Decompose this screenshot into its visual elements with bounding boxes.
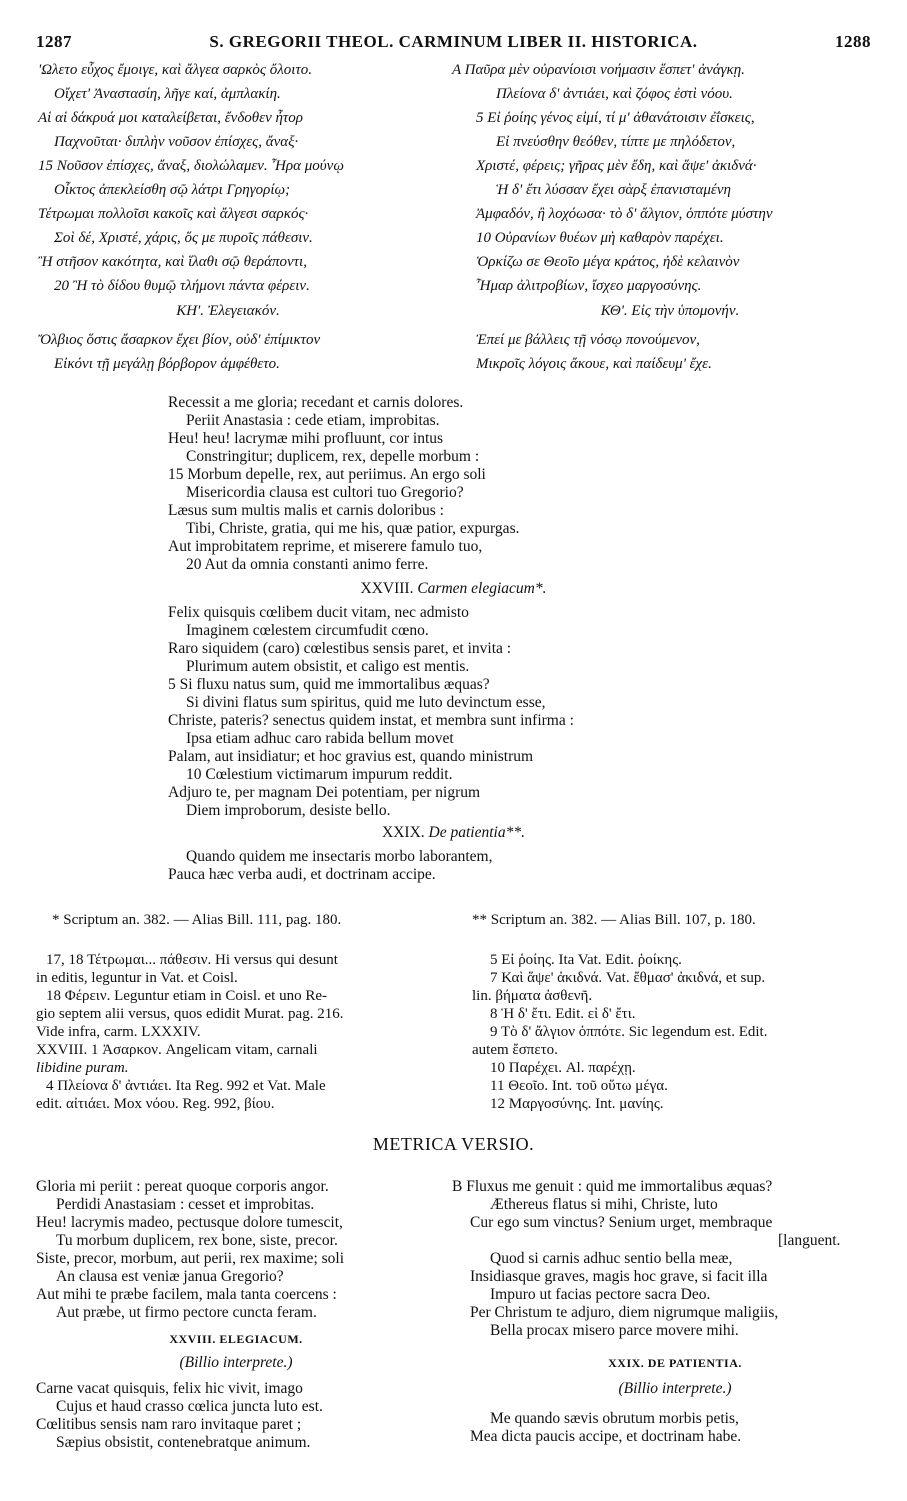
note-left: Vide infra, carm. LXXXIV. xyxy=(36,1024,201,1040)
metrica-right-line: Mea dicta paucis accipe, et doctrinam habe. xyxy=(470,1428,742,1445)
greek-right-line: Ἡ δ' ἔτι λύσσαν ἔχει σὰρξ ἐπανισταμένη xyxy=(496,182,731,198)
note-right: 9 Τὸ δ' ἄλγιον ὁππότε. Sic legendum est. Edit. xyxy=(490,1024,768,1040)
note-left: 17, 18 Τέτρωμαι... πάθεσιν. Hi versus qui desunt xyxy=(46,952,338,968)
metrica-left-line: Gloria mi periit : pereat quoque corporis angor. xyxy=(36,1178,329,1195)
greek-left-line: Σοὶ δέ, Χριστέ, χάρις, ὅς με πυροῖς πάθεσιν. xyxy=(54,230,313,246)
running-title: S. GREGORII THEOL. CARMINUM LIBER II. HISTORICA. xyxy=(209,32,698,51)
greek-right-line: Εἰ πνεύσθην θεόθεν, τίπτε με πηλόδετον, xyxy=(496,134,736,150)
greek-right-line: Ὁρκίζω σε Θεοῖο μέγα κράτος, ἠδὲ κελαινὸν xyxy=(476,254,740,270)
note-right: 8 Ἡ δ' ἔτι. Edit. εἰ δ' ἔτι. xyxy=(490,1006,636,1022)
note-right: 12 Μαργοσύνης. Int. μανίης. xyxy=(490,1096,664,1112)
greek-left-line: Ἢ στῆσον κακότητα, καὶ ἵλαθι σῷ θεράποντι, xyxy=(38,254,307,270)
greek-left-line: Ὄλβιος ὅστις ἄσαρκον ἔχει βίον, οὐδ' ἐπίμικτον xyxy=(38,332,321,348)
latin-line: Plurimum autem obsistit, et caligo est mentis. xyxy=(186,658,470,675)
latin-line: Christe, pateris? senectus quidem instat, et membra sunt infirma : xyxy=(168,712,574,729)
metrica-left-line: Sæpius obsistit, contenebratque animum. xyxy=(56,1434,311,1451)
latin-line: Diem improborum, desiste bello. xyxy=(186,802,391,819)
metrica-left-line: Tu morbum duplicem, rex bone, siste, precor. xyxy=(56,1232,338,1249)
metrica-left-title: XXVIII. ELEGIACUM. xyxy=(169,1332,303,1346)
greek-right-line: Μικροῖς λόγοις ἄκουε, καὶ παίδευμ' ἔχε. xyxy=(476,356,712,372)
page-number-right: 1288 xyxy=(835,32,871,51)
metrica-left-line: Cujus et haud crasso cœlica juncta luto est. xyxy=(56,1398,323,1415)
page-number-left: 1287 xyxy=(36,32,72,51)
metrica-versio-heading: METRICA VERSIO. xyxy=(372,1134,535,1154)
footnote-double-star: ** Scriptum an. 382. — Alias Bill. 107, p. 180. xyxy=(472,912,756,928)
greek-right-line: Χριστέ, φέρεις; γῆρας μὲν ἔδη, καὶ ἅψε' ἀκιδνά· xyxy=(476,158,757,174)
latin-line: Misericordia clausa est cultori tuo Gregorio? xyxy=(186,484,464,501)
metrica-right-interpreter: (Billio interprete.) xyxy=(618,1380,732,1397)
latin-line: Constringitur; duplicem, rex, depelle morbum : xyxy=(186,448,480,465)
greek-left-line: 20 Ἢ τὸ δίδου θυμῷ τλήμονι πάντα φέρειν. xyxy=(54,278,310,294)
metrica-right-line: Æthereus flatus si mihi, Christe, luto xyxy=(490,1196,718,1213)
greek-left-title: ΚΗ'. Ἐλεγειακόν. xyxy=(176,303,280,319)
metrica-right-line: Quod si carnis adhuc sentio bella meæ, xyxy=(490,1250,733,1267)
metrica-left-line: Aut præbe, ut firmo pectore cuncta feram. xyxy=(56,1304,317,1321)
section-title-xxix: XXIX. De patientia**. xyxy=(382,824,525,841)
latin-line: Aut improbitatem reprime, et miserere famulo tuo, xyxy=(168,538,483,555)
metrica-left-line: Perdidi Anastasiam : cesset et improbitas. xyxy=(56,1196,315,1213)
note-left: 4 Πλείονα δ' ἀντιάει. Ita Reg. 992 et Vat. Male xyxy=(46,1078,326,1094)
metrica-right-line: Per Christum te adjuro, diem nigrumque maligiis, xyxy=(470,1304,779,1321)
metrica-left-interpreter: (Billio interprete.) xyxy=(179,1354,293,1371)
metrica-right-line: Me quando sævis obrutum morbis petis, xyxy=(490,1410,739,1427)
note-right: 10 Παρέχει. Al. παρέχῃ. xyxy=(490,1060,636,1076)
greek-right-line: 10 Οὐρανίων θυέων μὴ καθαρὸν παρέχει. xyxy=(476,230,724,246)
metrica-right-line: Cur ego sum vinctus? Senium urget, membraque xyxy=(470,1214,773,1231)
greek-right-line: Πλείονα δ' ἀντιάει, καὶ ζόφος ἐστὶ νόου. xyxy=(496,86,733,102)
metrica-left-line: Siste, precor, morbum, aut perii, rex maxime; soli xyxy=(36,1250,345,1267)
greek-left-line: Οἶκτος ἀπεκλείσθη σῷ λάτρι Γρηγορίῳ; xyxy=(54,182,291,198)
greek-left-line: Οἴχετ' Ἀναστασίη, λῆγε καί, ἀμπλακίη. xyxy=(54,86,281,102)
latin-line: 10 Cœlestium victimarum impurum reddit. xyxy=(186,766,453,783)
metrica-right-title: XXIX. DE PATIENTIA. xyxy=(608,1356,742,1370)
latin-line: 15 Morbum depelle, rex, aut periimus. An ergo soli xyxy=(168,466,486,483)
latin-line: Palam, aut insidiatur; et hoc gravius est, quando ministrum xyxy=(168,748,534,765)
latin-line: 5 Si fluxu natus sum, quid me immortalibus æquas? xyxy=(168,676,490,693)
metrica-left-line: Cœlitibus sensis nam raro invitaque paret ; xyxy=(36,1416,302,1433)
latin-line: 20 Aut da omnia constanti animo ferre. xyxy=(186,556,429,573)
greek-left-line: Παχνοῦται· διπλὴν νοῦσον ἐπίσχες, ἄναξ· xyxy=(54,134,299,150)
latin-line: Imaginem cœlestem circumfudit cœno. xyxy=(186,622,429,639)
metrica-left-line: Heu! lacrymis madeo, pectusque dolore tumescit, xyxy=(36,1214,343,1231)
greek-right-line: Ἦμαρ ἀλιτροβίων, ἴσχεο μαργοσύνης. xyxy=(476,278,702,294)
metrica-left-line: An clausa est veniæ janua Gregorio? xyxy=(56,1268,284,1285)
metrica-left-line: Aut mihi te præbe facilem, mala tanta coercens : xyxy=(36,1286,337,1303)
latin-line: Ipsa etiam adhuc caro rabida bellum movet xyxy=(186,730,454,747)
note-right: 5 Εἰ ῥοίης. Ita Vat. Edit. ῥοίκης. xyxy=(490,952,682,968)
note-left: gio septem alii versus, quos edidit Murat. pag. 216. xyxy=(36,1006,344,1022)
section-title-xxviii: XXVIII. Carmen elegiacum*. xyxy=(360,580,547,597)
greek-right-line: A Παῦρα μὲν οὐρανίοισι νοήμασιν ἕσπετ' ἀνάγκῃ. xyxy=(452,62,745,78)
greek-right-title: ΚΘ'. Εἰς τὴν ὑπομονήν. xyxy=(600,303,740,319)
latin-line: Heu! heu! lacrymæ mihi profluunt, cor intus xyxy=(168,430,444,447)
note-right: 7 Καὶ ἅψε' ἀκιδνά. Vat. ἔθμασ' ἀκιδνά, et sup. xyxy=(490,970,766,986)
greek-left-line: 15 Νοῦσον ἐπίσχες, ἄναξ, διολώλαμεν. Ἦρα μούνῳ xyxy=(38,158,344,174)
latin-line: Recessit a me gloria; recedant et carnis dolores. xyxy=(168,394,464,411)
greek-right-line: Ἐπεί με βάλλεις τῇ νόσῳ πονούμενον, xyxy=(476,332,700,348)
greek-left-line: 'Ωλετο εὖχος ἔμοιγε, καὶ ἄλγεα σαρκὸς ὄλοιτο. xyxy=(38,62,313,78)
note-right: 11 Θεοῖο. Int. τοῦ οὕτω μέγα. xyxy=(490,1078,668,1094)
latin-line: Quando quidem me insectaris morbo laborantem, xyxy=(186,848,493,865)
note-left: in editis, leguntur in Vat. et Coisl. xyxy=(36,970,238,986)
latin-line: Felix quisquis cœlibem ducit vitam, nec admisto xyxy=(168,604,469,621)
latin-line: Raro siquidem (caro) cœlestibus sensis paret, et invita : xyxy=(168,640,512,657)
metrica-right-line: B Fluxus me genuit : quid me immortalibus æquas? xyxy=(452,1178,773,1195)
note-right: lin. βήματα ἀσθενῆ. xyxy=(472,988,593,1004)
greek-left-line: Εἰκόνι τῇ μεγάλῃ βόρβορον ἀμφέθετο. xyxy=(54,356,280,372)
note-left: 18 Φέρειν. Leguntur etiam in Coisl. et uno Re- xyxy=(46,988,327,1004)
metrica-right-line: [languent. xyxy=(778,1232,841,1249)
metrica-right-line: Impuro ut facias pectore sacra Deo. xyxy=(490,1286,711,1303)
greek-left-line: Τέτρωμαι πολλοῖσι κακοῖς καὶ ἄλγεσι σαρκός· xyxy=(38,206,309,222)
latin-line: Periit Anastasia : cede etiam, improbitas. xyxy=(186,412,440,429)
latin-line: Læsus sum multis malis et carnis doloribus : xyxy=(168,502,444,519)
note-right: autem ἔσπετο. xyxy=(472,1042,558,1058)
latin-line: Pauca hæc verba audi, et doctrinam accipe. xyxy=(168,866,436,883)
latin-line: Tibi, Christe, gratia, qui me his, quæ patior, expurgas. xyxy=(186,520,520,537)
latin-line: Si divini flatus sum spiritus, quid me luto devinctum esse, xyxy=(186,694,546,711)
greek-left-line: Αἱ αἱ δάκρυά μοι καταλείβεται, ἔνδοθεν ἦτορ xyxy=(38,110,303,126)
note-left: libidine puram. xyxy=(36,1060,129,1076)
note-left: XXVIII. 1 Ἀσαρκον. Angelicam vitam, carnali xyxy=(36,1042,318,1058)
latin-line: Adjuro te, per magnam Dei potentiam, per nigrum xyxy=(168,784,481,801)
footnote-star: * Scriptum an. 382. — Alias Bill. 111, pag. 180. xyxy=(52,912,342,928)
greek-right-line: Ἀμφαδόν, ἢ λοχόωσα· τὸ δ' ἄλγιον, ὁππότε μύστην xyxy=(476,206,773,222)
metrica-right-line: Bella procax misero parce movere mihi. xyxy=(490,1322,739,1339)
greek-right-line: 5 Εἰ ῥοίης γένος εἰμί, τί μ' ἀθανάτοισιν ἐΐσκεις, xyxy=(476,110,755,126)
metrica-left-line: Carne vacat quisquis, felix hic vivit, imago xyxy=(36,1380,303,1397)
note-left: edit. αἰτιάει. Mox νόου. Reg. 992, βίου. xyxy=(36,1096,275,1112)
metrica-right-line: Insidiasque graves, magis hoc grave, si facit illa xyxy=(470,1268,768,1285)
